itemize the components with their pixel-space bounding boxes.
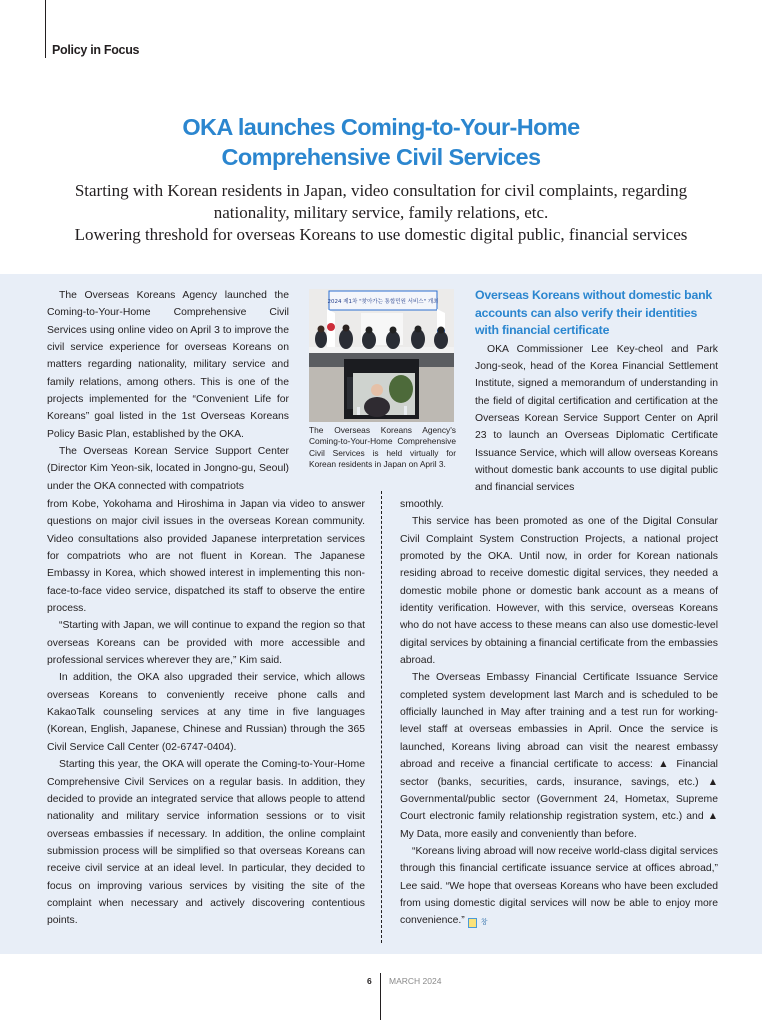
issue-date: MARCH 2024 bbox=[389, 976, 442, 986]
body-paragraph: from Kobe, Yokohama and Hiroshima in Japan via video to answer questions on major civil issues in the overseas Korean community. Video consultations also provided Japanese interpretation services for compatriots who are not fluent in Korean. The Japanese Embassy in Korea, which showed interest in implementing this non-face-to-face video service, dispatched its staff to observe the entire process. bbox=[47, 499, 365, 615]
event-photo bbox=[309, 289, 454, 422]
page-number: 6 bbox=[367, 976, 372, 986]
article-title-line-2: Comprehensive Civil Services bbox=[221, 144, 541, 170]
section-label: Policy in Focus bbox=[52, 43, 140, 57]
article-title bbox=[0, 112, 762, 172]
closing-quote-text: “Koreans living abroad will now receive world-class digital services through this financial certificate issuance service at offices abroad,” Lee said. “We hope that overseas Koreans who have been excluded from using domestic digital services will now be able to enjoy more convenience.” bbox=[400, 845, 718, 927]
body-paragraph: Starting this year, the OKA will operate the Coming-to-Your-Home Comprehensive Civil Services on a regular basis. In addition, they decided to provide an integrated service that allows people to attend nationality and military service information sessions or to visit overseas embassies if necessary. In addition, the online complaint submission process will be simplified so that overseas Koreans can receive civil service at an ideal level. In particular, they decided to focus on improving various services by visiting the site of the complaint when necessary and actively discovering contentious points. bbox=[47, 759, 365, 927]
body-paragraph: smoothly. bbox=[400, 499, 444, 510]
end-mark-icon: 창 bbox=[468, 918, 477, 928]
footer-rule bbox=[380, 973, 381, 1020]
header-rule bbox=[45, 0, 46, 58]
subtitle-line-2: nationality, military service, family relations, etc. bbox=[213, 203, 549, 222]
left-column-top bbox=[47, 287, 289, 495]
subtitle-line-3: Lowering threshold for overseas Koreans to use domestic digital public, financial services bbox=[74, 225, 688, 244]
body-paragraph: The Overseas Embassy Financial Certificate Issuance Service completed system development last March and is scheduled to be officially launched in May after training and a test run for working-level staff at overseas embassies in April. Once the service is launched, Koreans living abroad can visit the nearest embassy abroad and receive a financial certificate to access: ▲ Financial sector (banks, securities, cards, insurance, savings, etc.) ▲ Governmental/public sector (Government 24, Hometax, Supreme Court electronic family relationship registration system, etc.) and ▲ My Data, more easily and conveniently than before. bbox=[400, 672, 718, 840]
left-column-bottom bbox=[47, 496, 365, 930]
body-paragraph: The Overseas Korean Service Support Center (Director Kim Yeon-sik, located in Jongno-gu, Seoul) under the OKA connected with compatriots bbox=[47, 446, 289, 492]
column-divider bbox=[381, 491, 382, 943]
body-paragraph: This service has been promoted as one of the Digital Consular Civil Complaint System Construction Projects, a national project promoted by the OKA. Until now, in order for Korean nationals residing abroad to receive domestic digital services, they needed a domestic mobile phone or domestic bank account as a means of identity verification. However, with this service, overseas Koreans who do not have access to these means can also use domestic-level digital services by obtaining a financial certificate from the embassies abroad. bbox=[400, 516, 718, 667]
body-paragraph: The Overseas Koreans Agency launched the Coming-to-Your-Home Comprehensive Civil Services using online video on April 3 to improve the civil service experience for overseas Koreans on matters regarding nationality, military service and family relations, among others. This is one of the projects implemented for the “Convenient Life for Koreans” goal listed in the 1st Overseas Koreans Policy Basic Plan, established by the OKA. bbox=[47, 290, 289, 440]
subtitle-line-1: Starting with Korean residents in Japan, video consultation for civil complaints, regarding bbox=[74, 181, 688, 200]
right-column-bottom bbox=[400, 496, 718, 930]
body-paragraph: OKA Commissioner Lee Key-cheol and Park Jong-seok, head of the Korea Financial Settlement Institute, signed a memorandum of understanding in the field of digital certification and certification at the Overseas Korean Service Support Center on April 23 to launch an Overseas Diplomatic Certificate Issuance Service, which will allow overseas Koreans without domestic bank accounts to use digital public and financial services bbox=[475, 343, 718, 494]
right-subheading: Overseas Koreans without domestic bank accounts can also verify their identities with financial certificate bbox=[475, 288, 713, 337]
body-paragraph: “Starting with Japan, we will continue to expand the region so that overseas Koreans can be provided with more accessible and professional services wherever they are,” Kim said. bbox=[47, 620, 365, 667]
body-paragraph: In addition, the OKA also upgraded their service, which allows overseas Koreans to conveniently receive phone calls and KakaoTalk counseling services at any time in five languages (Korean, English, Japanese, Chinese and Russian) through the 365 Civil Service Call Center (02-6747-0404). bbox=[47, 672, 365, 753]
right-column-top bbox=[475, 287, 718, 497]
svg-text:2024 제1차 "찾아가는 통합민원 서비스" 개최: 2024 제1차 "찾아가는 통합민원 서비스" 개최 bbox=[327, 299, 439, 305]
article-title-line-1: OKA launches Coming-to-Your-Home bbox=[182, 114, 580, 140]
photo-caption: The Overseas Koreans Agency's Coming-to-Your-Home Comprehensive Civil Services is held virtually for Korean residents in Japan on April 3. bbox=[309, 425, 456, 470]
body-paragraph bbox=[400, 843, 718, 930]
article-subtitle bbox=[0, 180, 762, 246]
